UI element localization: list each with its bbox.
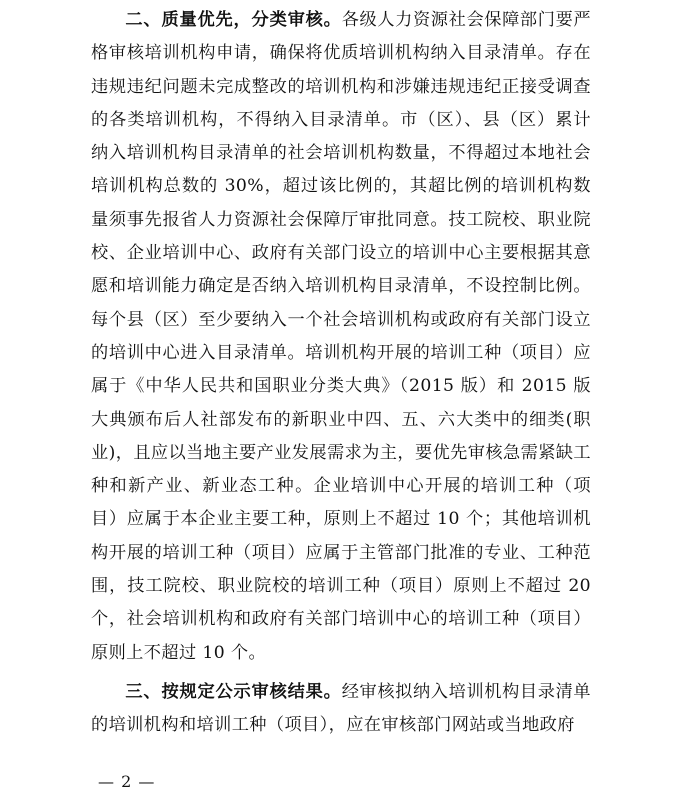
paragraph-publicize-results [91, 676, 591, 743]
paragraph-body: 经审核拟纳入培训机构目录清单的培训机构和培训工种（项目），应在审核部门网站或当地政府 [91, 681, 591, 736]
paragraph-quality-first [91, 4, 591, 670]
paragraph-body: 各级人力资源社会保障部门要严格审核培训机构申请，确保将优质培训机构纳入目录清单。存在违规违纪问题未完成整改的培训机构和涉嫌违规违纪正接受调查的各类培训机构，不得纳入目录清单。市（区）、县（区）累计纳入培训机构目录清单的社会培训机构数量，不得超过本地社会培训机构总数的 30%，超过该比例的，其超比例的培训机构数量须事先报省人力资源社会保障厅审批同意。技工院校、职业院校、企业培训中心、政府有关部门设立的培训中心主要根据其意愿和培训能力确定是否纳入培训机构目录清单，不设控制比例。每个县（区）至少要纳入一个社会培训机构或政府有关部门设立的培训中心进入目录清单。培训机构开展的培训工种（项目）应属于《中华人民共和国职业分类大典》（2015 版）和 2015 版大典颁布后人社部发布的新职业中四、五、六大类中的细类(职业)，且应以当地主要产业发展需求为主，要优先审核急需紧缺工种和新产业、新业态工种。企业培训中心开展的培训工种（项目）应属于本企业主要工种，原则上不超过 10 个；其他培训机构开展的培训工种（项目）应属于主管部门批准的专业、工种范围，技工院校、职业院校的培训工种（项目）原则上不超过 20 个，社会培训机构和政府有关部门培训中心的培训工种（项目）原则上不超过 10 个。 [91, 10, 591, 663]
document-body [91, 4, 591, 743]
section-heading: 二、质量优先，分类审核。 [125, 10, 342, 30]
page-number: — 2 — [98, 772, 156, 791]
section-heading: 三、按规定公示审核结果。 [125, 681, 342, 702]
